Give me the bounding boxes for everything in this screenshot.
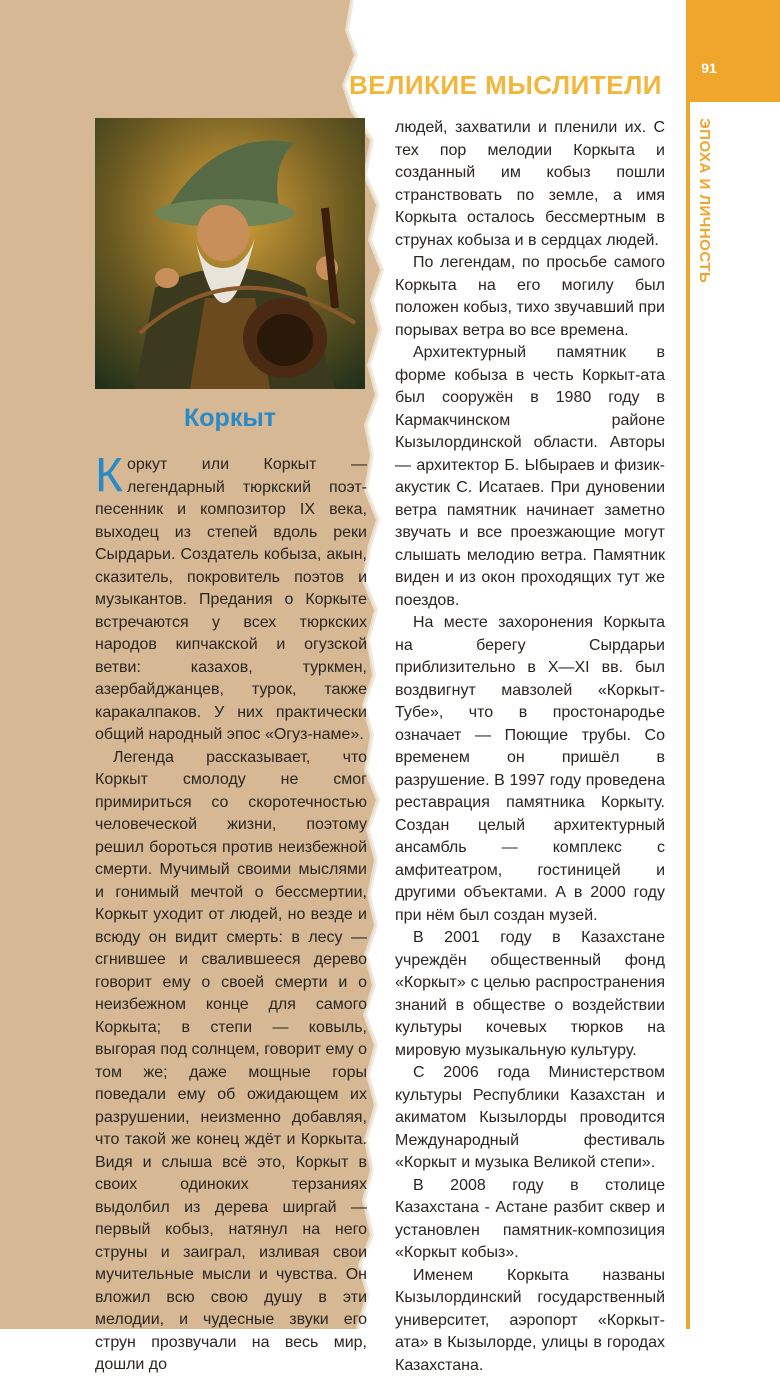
drop-cap: К bbox=[95, 456, 123, 496]
paragraph: Именем Коркыта названы Кызылординский государственный университет, аэропорт «Коркыт-ата» в Кызылорде, улицы в городах Казахстана. bbox=[395, 1265, 665, 1377]
paragraph: В 2008 году в столице Казахстана - Астане разбит сквер и установлен памятник-композиция «Коркыт кобыз». bbox=[395, 1175, 665, 1265]
paragraph: людей, захватили и пленили их. С тех пор мелодии Коркыта и созданный им кобыз пошли странствовать по земле, а имя Коркыта осталось бессмертным в струнах кобыза и в сердцах людей. bbox=[395, 117, 665, 252]
paragraph: В 2001 году в Казахстане учреждён общественный фонд «Коркыт» с целью распространения знаний в обществе о воздействии культуры кочевых тюрков на мировую музыкальную культуру. bbox=[395, 927, 665, 1062]
right-text-column bbox=[395, 117, 665, 1377]
side-tab bbox=[686, 0, 780, 1329]
side-section-title: ЭПОХА И ЛИЧНОСТЬ bbox=[696, 118, 713, 283]
paragraph: На месте захоронения Коркыта на берегу Сырдарьи приблизительно в X—XI вв. был воздвигнут мавзолей «Коркыт-Тубе», что в простонародье означает — Поющие трубы. Со временем он пришёл в разрушение. В 1997 году проведена реставрация памятника Коркыту. Создан целый архитектурный ансамбль — комплекс с амфитеатром, гостиницей и другими объектами. А в 2000 году при нём был создан музей. bbox=[395, 612, 665, 927]
paragraph: Архитектурный памятник в форме кобыза в честь Коркыт-ата был сооружён в 1980 году в Кармакчинском районе Кызылординской области. Авторы — архитектор Б. Ыбыраев и физик-акустик С. Исатаев. При дуновении ветра памятник начинает заметно звучать и все проезжающие могут слышать мелодию ветра. Памятник виден и из окон проходящих тут же поездов. bbox=[395, 342, 665, 612]
paragraph bbox=[95, 454, 367, 747]
paragraph: С 2006 года Министерством культуры Республики Казахстан и акиматом Кызылорды проводится Международный фестиваль «Коркыт и музыка Великой степи». bbox=[395, 1062, 665, 1175]
page-number-box bbox=[686, 0, 780, 102]
side-accent-strip bbox=[686, 102, 690, 1329]
paragraph: По легендам, по просьбе самого Коркыта на его могилу был положен кобыз, тихо звучавший при порывах ветра во все времена. bbox=[395, 252, 665, 342]
portrait-image bbox=[95, 118, 365, 389]
paragraph-text: оркут или Коркыт — легендарный тюркский поэт-песенник и композитор IX века, выходец из степей вдоль реки Сырдарьи. Создатель кобыза, акын, сказитель, покровитель поэтов и музыкантов. Предания о Коркыте встречаются у всех тюркских народов кипчакской и огузской ветви: казахов, туркмен, азербайджанцев, турок, также каракалпаков. У них практически общий народный эпос «Огуз-наме». bbox=[95, 456, 367, 743]
left-text-column bbox=[95, 454, 367, 1377]
page-number: 91 bbox=[686, 60, 732, 76]
article-title: Коркыт bbox=[95, 404, 365, 433]
section-heading: ВЕЛИКИЕ МЫСЛИТЕЛИ bbox=[349, 70, 662, 101]
paragraph: Легенда рассказывает, что Коркыт смолоду не смог примириться со скоротечностью человеческой жизни, поэтому решил бороться против неизбежной смерти. Мучимый своими мыслями и гонимый мечтой о бессмертии, Коркыт уходит от людей, но везде и всюду он видит смерть: в лесу — сгнившее и свалившееся дерево говорит ему о своей смерти и о неизбежном конце для самого Коркыта; в степи — ковыль, выгорая под солнцем, говорит ему о том же; даже мощные горы поведали ему об ожидающем их разрушении, неизменно добавляя, что такой же конец ждёт и Коркыта. Видя и слыша всё это, Коркыт в своих одиноких терзаниях выдолбил из дерева ширгай — первый кобыз, натянул на него струны и заиграл, изливая свои мучительные мысли и чувства. Он вложил всю свою душу в эти мелодии, и чудесные звуки его струн прозвучали на весь мир, дошли до bbox=[95, 747, 367, 1377]
